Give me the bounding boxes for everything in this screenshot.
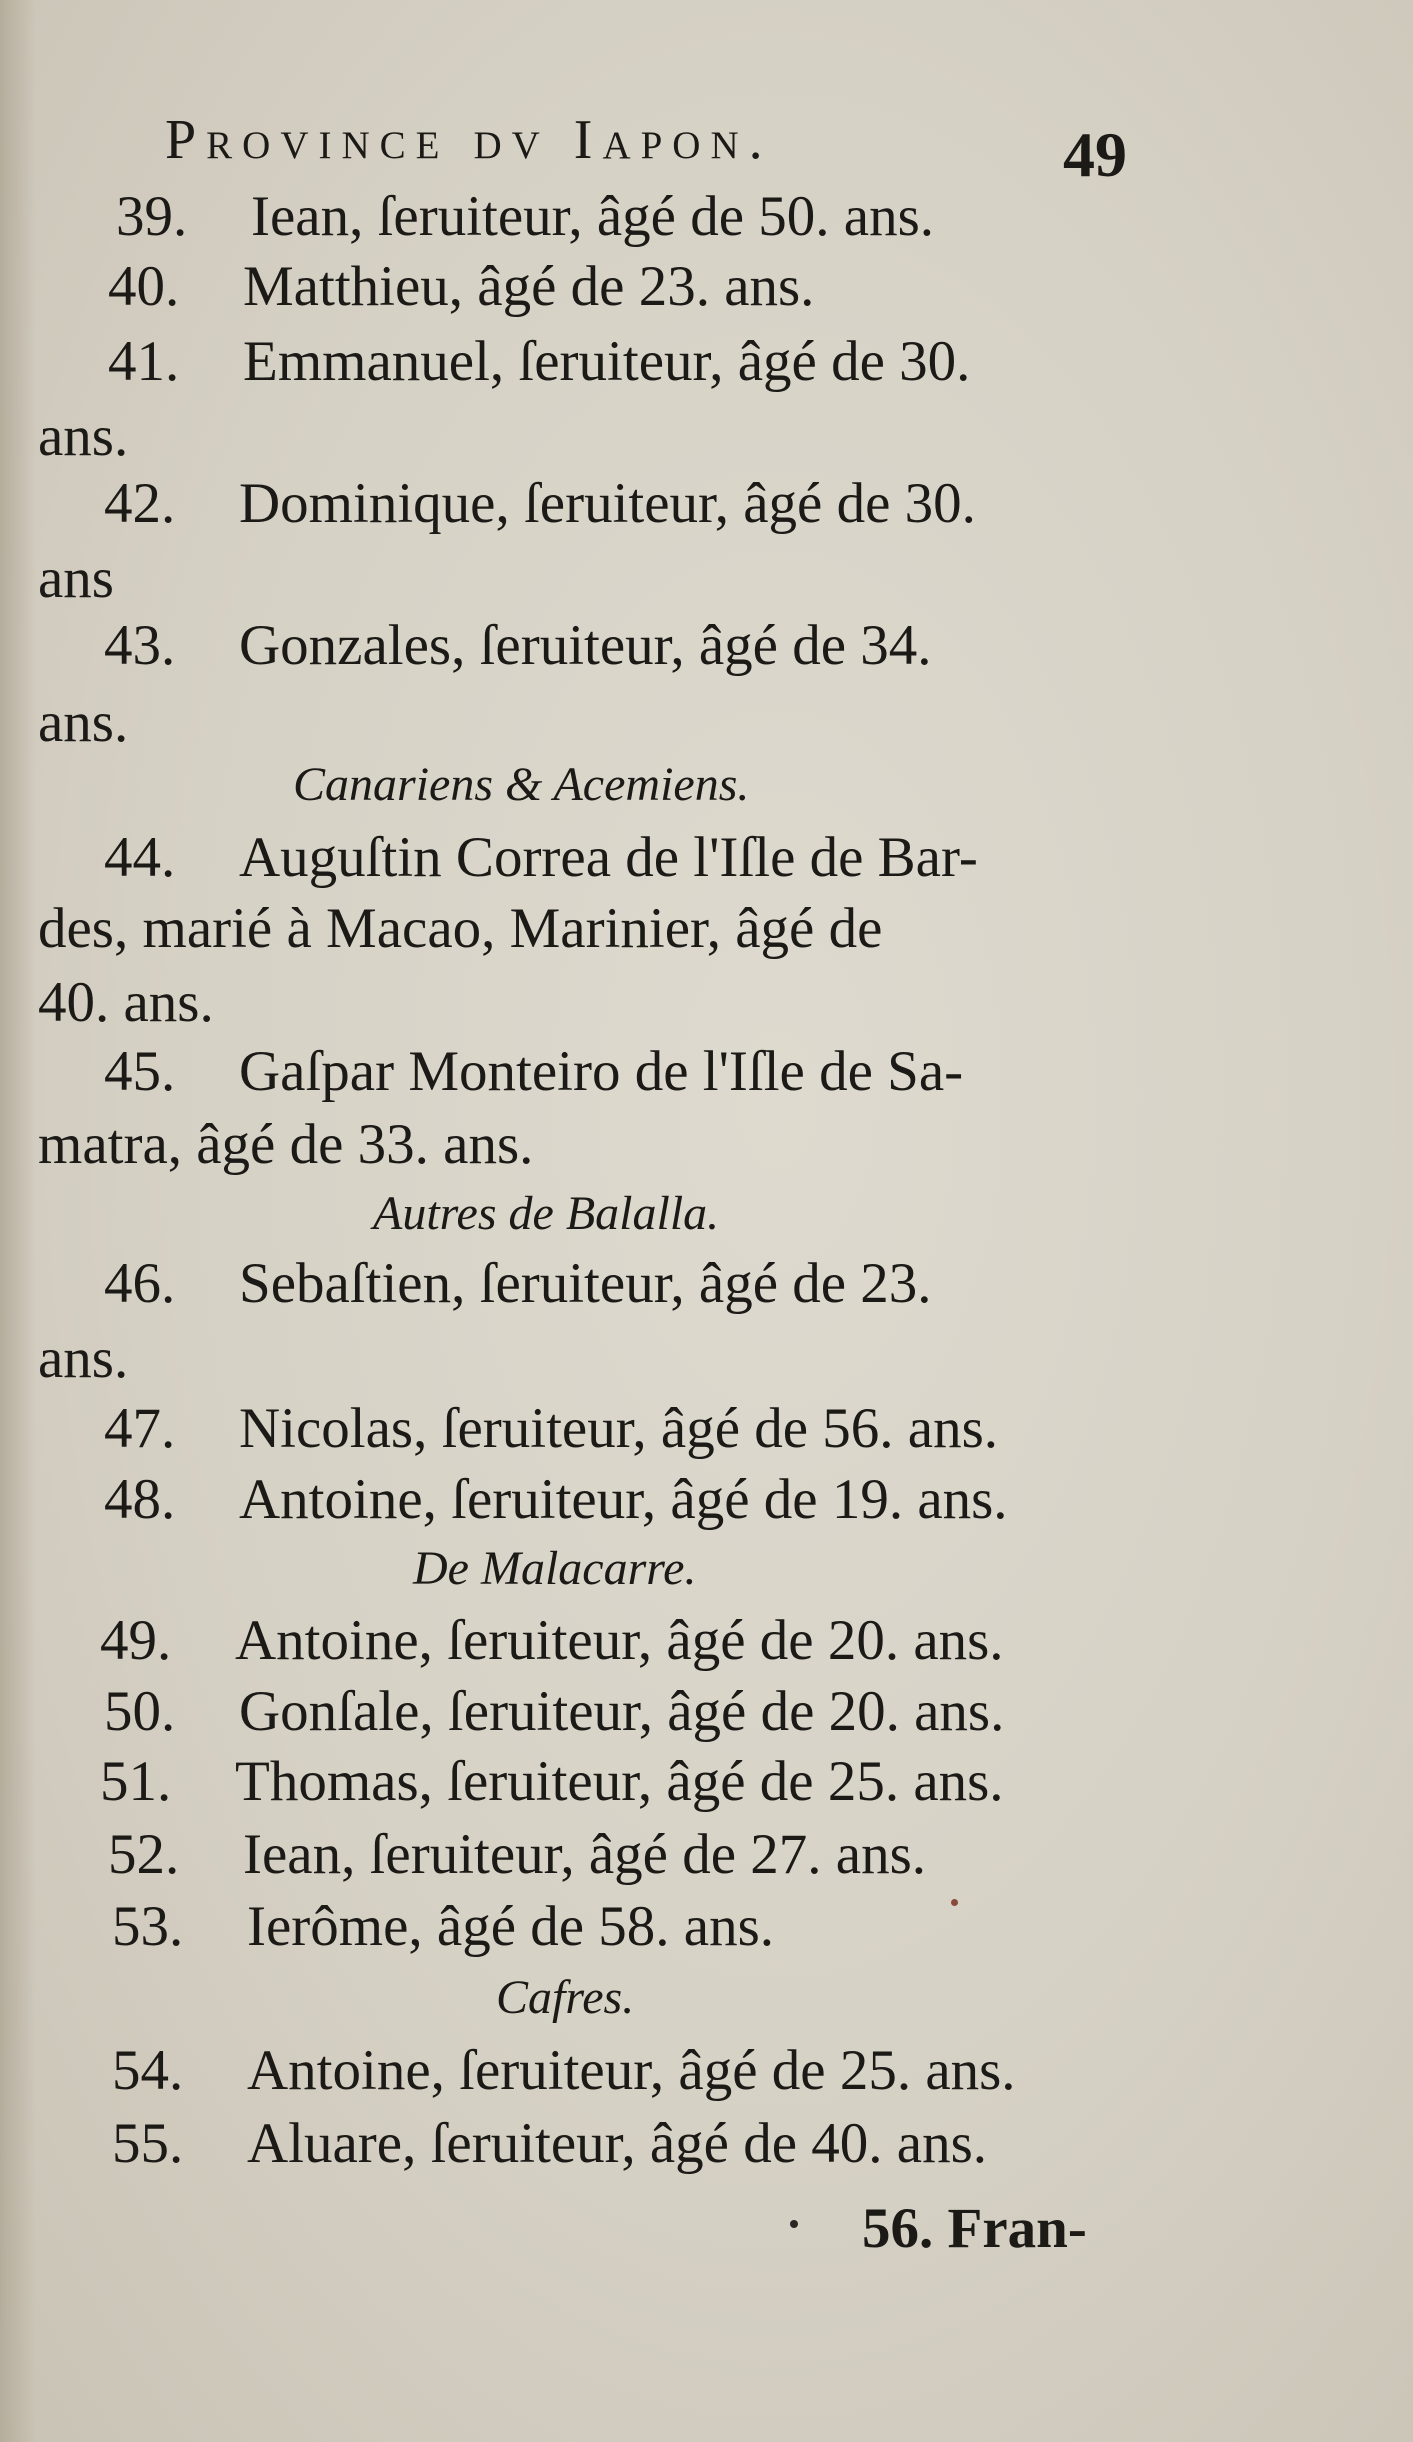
entry-43 — [104, 614, 932, 677]
entry-41-continuation: ans. — [38, 405, 129, 468]
entry-50 — [104, 1680, 1005, 1743]
entry-46-continuation: ans. — [38, 1327, 129, 1390]
section-heading-canariens: Canariens & Acemiens. — [293, 758, 750, 811]
entry-text: Iean, ſeruiteur, âgé de 50. ans. — [251, 185, 934, 248]
entry-42-continuation: ans — [38, 547, 114, 610]
entry-number: 53. — [112, 1895, 184, 1958]
entry-text: Thomas, ſeruiteur, âgé de 25. ans. — [235, 1750, 1004, 1813]
entry-number: 51. — [100, 1750, 172, 1813]
entry-41 — [108, 330, 971, 393]
entry-52 — [108, 1823, 926, 1886]
entry-text: Auguſtin Correa de l'Iſle de Bar- — [239, 826, 978, 889]
entry-text: Matthieu, âgé de 23. ans. — [243, 255, 815, 318]
section-heading-cafres: Cafres. — [496, 1971, 635, 2024]
page-number: 49 — [1063, 119, 1127, 190]
entry-40 — [108, 255, 815, 318]
entry-number: 41. — [108, 330, 180, 393]
entry-42 — [104, 472, 976, 535]
entry-text: Aluare, ſeruiteur, âgé de 40. ans. — [247, 2112, 987, 2175]
entry-text: Ierôme, âgé de 58. ans. — [247, 1895, 775, 1958]
entry-48 — [104, 1468, 1008, 1531]
entry-text: Dominique, ſeruiteur, âgé de 30. — [239, 472, 976, 535]
entry-44-continuation: des, marié à Macao, Marinier, âgé de — [38, 897, 883, 960]
entry-number: 46. — [104, 1252, 176, 1315]
entry-45-continuation: matra, âgé de 33. ans. — [38, 1113, 534, 1176]
entry-text: Nicolas, ſeruiteur, âgé de 56. ans. — [239, 1397, 999, 1460]
ink-dot — [790, 2220, 798, 2228]
entry-number: 43. — [104, 614, 176, 677]
entry-number: 49. — [100, 1609, 172, 1672]
entry-49 — [100, 1609, 1004, 1672]
entry-number: 45. — [104, 1040, 176, 1103]
entry-number: 39. — [116, 185, 188, 248]
entry-text: Gonſale, ſeruiteur, âgé de 20. ans. — [239, 1680, 1005, 1743]
entry-text: Iean, ſeruiteur, âgé de 27. ans. — [243, 1823, 926, 1886]
entry-55 — [112, 2112, 987, 2175]
entry-44-continuation: 40. ans. — [38, 971, 214, 1034]
entry-53 — [112, 1895, 775, 1958]
entry-46 — [104, 1252, 932, 1315]
entry-number: 55. — [112, 2112, 184, 2175]
entry-number: 42. — [104, 472, 176, 535]
entry-45 — [104, 1040, 964, 1103]
entry-number: 44. — [104, 826, 176, 889]
section-heading-malacarre: De Malacarre. — [413, 1542, 697, 1595]
running-head: Province dv Iapon. — [165, 109, 773, 171]
entry-number: 48. — [104, 1468, 176, 1531]
entry-39 — [116, 185, 934, 248]
paper-speck — [951, 1899, 958, 1906]
entry-text: Sebaſtien, ſeruiteur, âgé de 23. — [239, 1252, 932, 1315]
entry-text: Gaſpar Monteiro de l'Iſle de Sa- — [239, 1040, 964, 1103]
entry-number: 50. — [104, 1680, 176, 1743]
entry-number: 47. — [104, 1397, 176, 1460]
entry-51 — [100, 1750, 1004, 1813]
entry-text: Antoine, ſeruiteur, âgé de 19. ans. — [239, 1468, 1008, 1531]
entry-44 — [104, 826, 978, 889]
catchword: 56. Fran- — [862, 2197, 1087, 2260]
entry-text: Gonzales, ſeruiteur, âgé de 34. — [239, 614, 932, 677]
entry-number: 40. — [108, 255, 180, 318]
entry-text: Antoine, ſeruiteur, âgé de 20. ans. — [235, 1609, 1004, 1672]
entry-number: 54. — [112, 2039, 184, 2102]
entry-text: Emmanuel, ſeruiteur, âgé de 30. — [243, 330, 971, 393]
section-heading-balalla: Autres de Balalla. — [373, 1187, 720, 1240]
entry-43-continuation: ans. — [38, 691, 129, 754]
entry-number: 52. — [108, 1823, 180, 1886]
entry-text: Antoine, ſeruiteur, âgé de 25. ans. — [247, 2039, 1016, 2102]
entry-47 — [104, 1397, 999, 1460]
entry-54 — [112, 2039, 1016, 2102]
